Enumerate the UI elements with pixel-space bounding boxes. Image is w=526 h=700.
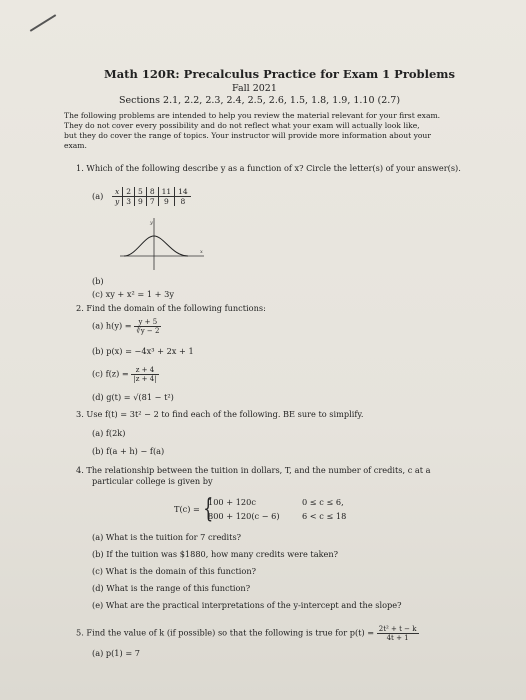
question-1c: (c) xy + x² = 1 + 3y	[92, 289, 174, 299]
term-label: Fall 2021	[232, 83, 277, 94]
question-5-prompt	[76, 625, 419, 642]
table-cell: 7	[146, 197, 158, 207]
question-2c-lhs: (c) f(z) =	[92, 368, 129, 379]
piecewise-case1-expr: 100 + 120c	[208, 497, 256, 507]
question-3b: (b) f(a + h) − f(a)	[92, 446, 165, 456]
question-5-fraction	[377, 625, 419, 642]
fraction-denominator: 4t + 1	[386, 634, 409, 642]
question-2a	[92, 318, 161, 335]
question-4d: (d) What is the range of this function?	[92, 583, 251, 593]
question-2c-fraction	[131, 366, 158, 383]
question-4-prompt: 4. The relationship between the tuition in dollars, T, and the number of credits, c at a	[76, 465, 431, 475]
fraction-numerator: 2t² + t − k	[378, 625, 417, 633]
table-cell: 11	[158, 187, 175, 197]
question-3a: (a) f(2k)	[92, 428, 126, 438]
table-cell: 14	[175, 187, 191, 197]
piecewise-case2-expr: 800 + 120(c − 6)	[208, 511, 280, 521]
question-5a: (a) p(1) = 7	[92, 648, 140, 658]
question-5-text: 5. Find the value of k (if possible) so that the following is true for p(t) =	[76, 627, 375, 638]
table-cell: 8	[146, 187, 158, 197]
question-2d: (d) g(t) = √(81 − t²)	[92, 392, 174, 402]
table-y-label: y	[112, 197, 123, 207]
question-2b: (b) p(x) = −4x³ + 2x + 1	[92, 346, 194, 356]
piecewise-lhs: T(c) =	[174, 504, 200, 514]
question-2-prompt: 2. Find the domain of the following functions:	[76, 303, 266, 313]
table-cell: 5	[135, 187, 147, 197]
question-3-prompt: 3. Use f(t) = 3t² − 2 to find each of the following. BE sure to simplify.	[76, 409, 364, 419]
fraction-denominator: ∛y − 2	[136, 327, 160, 335]
question-2c	[92, 366, 159, 383]
question-4b: (b) If the tuition was $1880, how many credits were taken?	[92, 549, 339, 559]
page-title: Math 120R: Precalculus Practice for Exam 1 Problems	[104, 67, 455, 81]
graph-y-label: y	[150, 220, 153, 226]
question-2a-lhs: (a) h(y) =	[92, 320, 132, 331]
fraction-denominator: |z + 4|	[133, 375, 157, 383]
question-1b-label: (b)	[92, 276, 104, 286]
table-cell: 2	[123, 187, 135, 197]
question-4e: (e) What are the practical interpretations of the y-intercept and the slope?	[92, 600, 402, 610]
table-cell: 3	[123, 197, 135, 207]
question-1-prompt: 1. Which of the following describe y as a function of x? Circle the letter(s) of your answer(s).	[76, 163, 461, 173]
question-2a-fraction	[134, 318, 161, 335]
fraction-numerator: y + 5	[134, 318, 161, 327]
function-graph	[118, 216, 208, 272]
intro-line: They do not cover every possibility and do not reflect what your exam will actually look like,	[64, 121, 420, 130]
piecewise-case2-cond: 6 < c ≤ 18	[302, 511, 347, 521]
graph-curve	[124, 236, 188, 256]
xy-table	[112, 187, 191, 206]
table-x-label: x	[112, 187, 123, 197]
table-cell: 9	[158, 197, 175, 207]
graph-x-label: x	[200, 249, 203, 255]
fraction-numerator: z + 4	[131, 366, 158, 375]
intro-line: exam.	[64, 141, 87, 150]
intro-line: The following problems are intended to help you review the material relevant for your first exam.	[64, 111, 441, 120]
pen-mark	[30, 14, 57, 32]
question-4c: (c) What is the domain of this function?	[92, 566, 256, 576]
sections-label: Sections 2.1, 2.2, 2.3, 2.4, 2.5, 2.6, 1.5, 1.8, 1.9, 1.10 (2.7)	[119, 95, 401, 106]
piecewise-case1-cond: 0 ≤ c ≤ 6,	[302, 497, 344, 507]
piecewise-brace: {	[203, 494, 214, 524]
question-1a-label: (a)	[92, 191, 104, 201]
question-4a: (a) What is the tuition for 7 credits?	[92, 532, 242, 542]
table-cell: 8	[180, 197, 186, 206]
intro-line: but they do cover the range of topics. Your instructor will provide more information about your	[64, 131, 431, 140]
table-cell: 9	[135, 197, 147, 207]
question-4-prompt-cont: particular college is given by	[92, 476, 213, 486]
